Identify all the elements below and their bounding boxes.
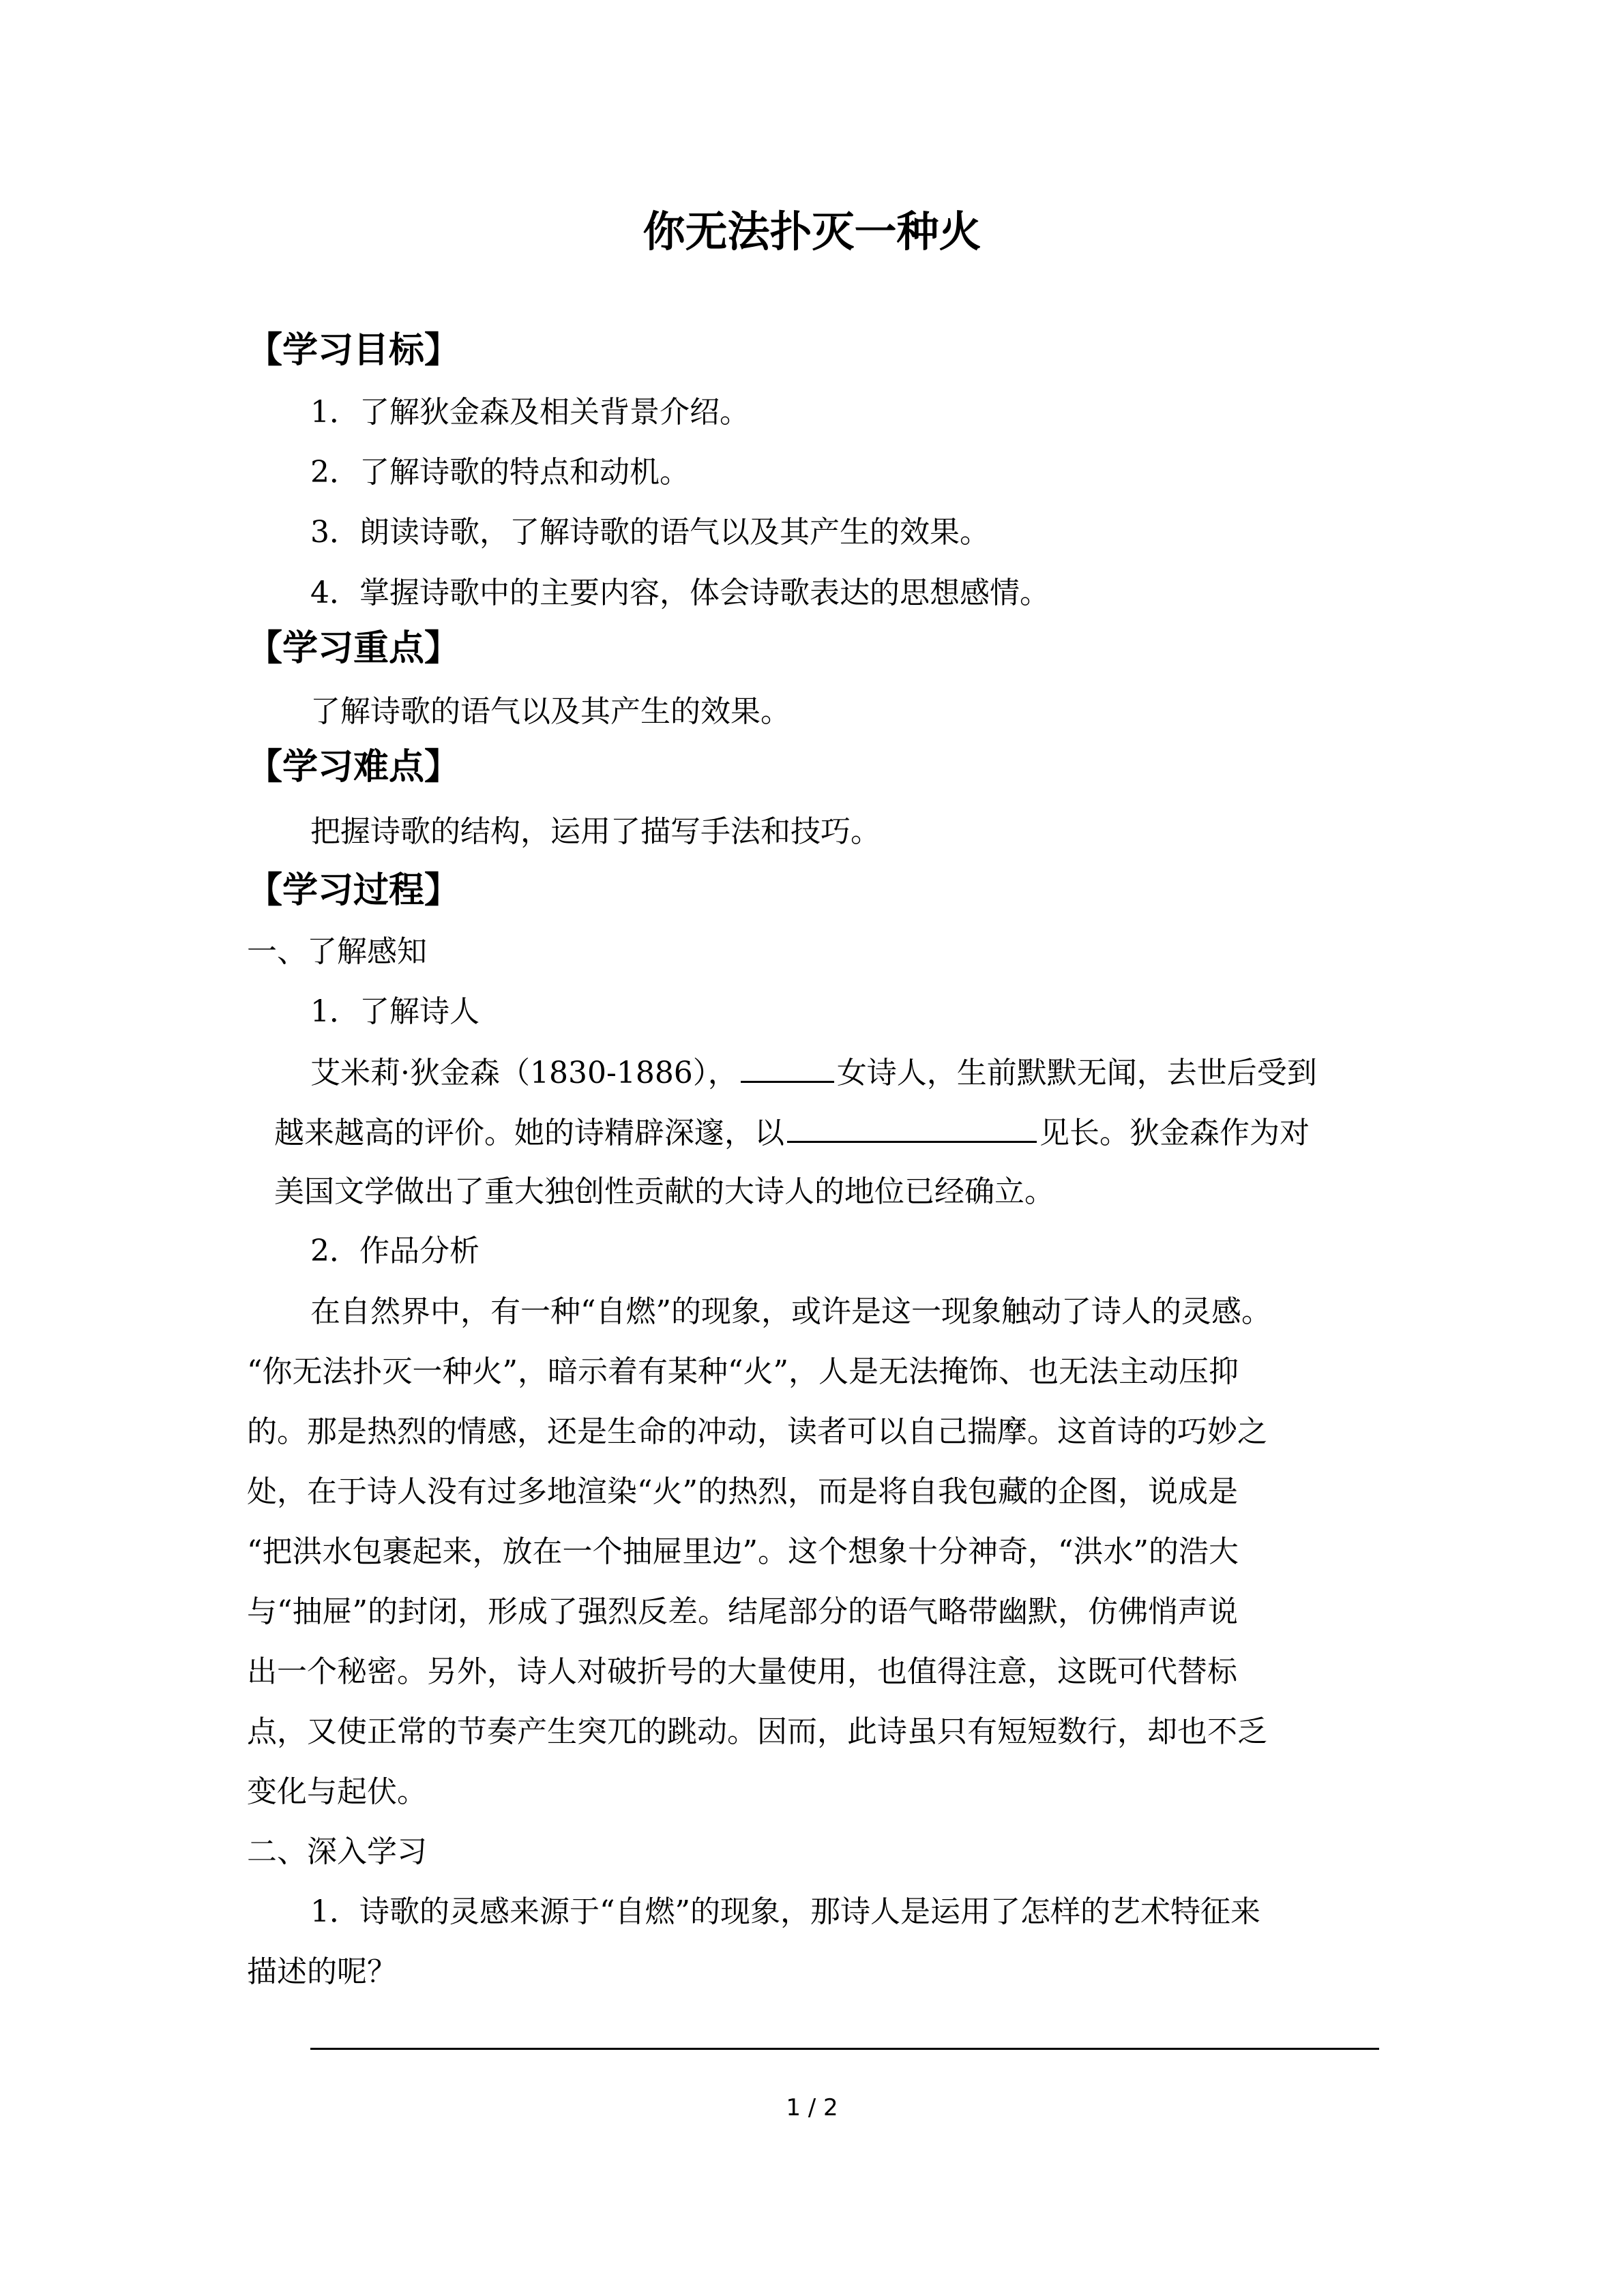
footer-divider [310,2048,1379,2050]
analysis-line: 点，又使正常的节奏产生突兀的跳动。因而，此诗虽只有短短数行，却也不乏 [247,1714,1267,1749]
poet-line-1 [310,1054,1317,1092]
poet-line-3: 美国文学做出了重大独创性贡献的大诗人的地位已经确立。 [274,1174,1054,1209]
analysis-line: “把洪水包裹起来，放在一个抽屉里边”。这个想象十分神奇，“洪水”的浩大 [247,1534,1239,1569]
poet-line-2 [274,1114,1310,1152]
objective-item: 1．了解狄金森及相关背景介绍。 [310,395,750,430]
key-points-text: 了解诗歌的语气以及其产生的效果。 [310,694,791,729]
difficulties-heading: 【学习难点】 [247,747,460,788]
analysis-line: 处，在于诗人没有过多地渲染“火”的热烈，而是将自我包藏的企图，说成是 [247,1474,1238,1509]
analysis-line: 变化与起伏。 [247,1774,427,1809]
page-number: 1 / 2 [786,2094,838,2121]
objective-item: 2．了解诗歌的特点和动机。 [310,455,690,490]
poet-line-1-start: 艾米莉·狄金森（1830-1886）， [310,1056,738,1090]
key-points-heading: 【学习重点】 [247,628,460,669]
analysis-line: “你无法扑灭一种火”，暗示着有某种“火”，人是无法掩饰、也无法主动压抑 [247,1354,1239,1389]
page-title: 你无法扑灭一种火 [643,207,981,256]
part1-sub2: 2．作品分析 [310,1234,479,1268]
fill-blank-style[interactable] [787,1114,1037,1143]
objectives-heading: 【学习目标】 [247,330,460,371]
part1-heading: 一、了解感知 [247,934,427,969]
analysis-line: 的。那是热烈的情感，还是生命的冲动，读者可以自己揣摩。这首诗的巧妙之 [247,1414,1267,1449]
poet-line-2-start: 越来越高的评价。她的诗精辟深邃，以 [274,1116,784,1150]
objective-item: 3．朗读诗歌，了解诗歌的语气以及其产生的效果。 [310,515,990,550]
poet-line-2-end: 见长。狄金森作为对 [1039,1116,1310,1150]
question-line: 1．诗歌的灵感来源于“自燃”的现象，那诗人是运用了怎样的艺术特征来 [310,1894,1260,1929]
part1-sub1: 1．了解诗人 [310,994,479,1029]
fill-blank-nationality[interactable] [741,1054,834,1083]
analysis-line: 与“抽屉”的封闭，形成了强烈反差。结尾部分的语气略带幽默，仿佛悄声说 [247,1594,1238,1629]
analysis-line: 在自然界中，有一种“自燃”的现象，或许是这一现象触动了诗人的灵感。 [310,1294,1271,1329]
analysis-line: 出一个秘密。另外，诗人对破折号的大量使用，也值得注意，这既可代替标 [247,1654,1237,1689]
question-line: 描述的呢？ [247,1954,397,1989]
poet-line-1-end: 女诗人，生前默默无闻，去世后受到 [836,1056,1317,1090]
part2-heading: 二、深入学习 [247,1834,427,1869]
objective-item: 4．掌握诗歌中的主要内容，体会诗歌表达的思想感情。 [310,576,1050,610]
process-heading: 【学习过程】 [247,870,460,911]
difficulties-text: 把握诗歌的结构，运用了描写手法和技巧。 [310,814,881,849]
